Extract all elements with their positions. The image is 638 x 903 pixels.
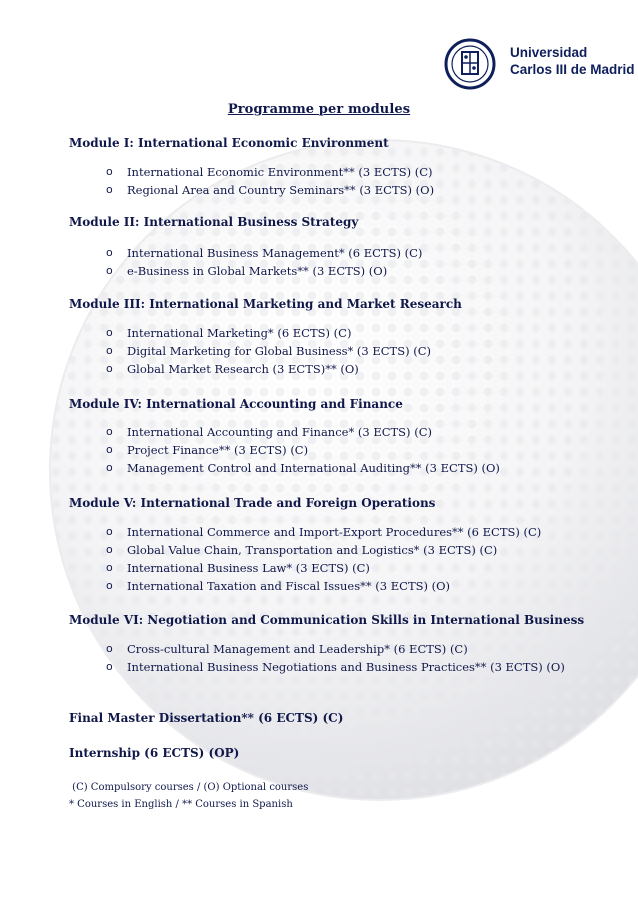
final-dissertation: Final Master Dissertation** (6 ECTS) (C) xyxy=(69,711,344,725)
bullet-icon: o xyxy=(106,443,113,456)
bullet-icon: o xyxy=(106,660,113,673)
logo-line2: Carlos III de Madrid xyxy=(510,62,635,77)
internship: Internship (6 ECTS) (OP) xyxy=(69,746,240,760)
list-item: o Cross-cultural Management and Leadership* (6 ECTS) (C) xyxy=(106,642,468,656)
bullet-icon: o xyxy=(106,561,113,574)
module-6-list xyxy=(106,640,597,676)
module-heading-1: Module I: International Economic Environment xyxy=(69,136,389,150)
list-item: o International Business Negotiations and Business Practices** (3 ECTS) (O) xyxy=(106,660,565,674)
module-3-list xyxy=(106,324,431,378)
legend-line2: * Courses in English / ** Courses in Spanish xyxy=(69,799,293,810)
module-heading-3: Module III: International Marketing and Market Research xyxy=(69,297,462,311)
list-item: o Global Value Chain, Transportation and Logistics* (3 ECTS) (C) xyxy=(106,543,498,557)
list-item: o Global Market Research (3 ECTS)** (O) xyxy=(106,362,359,376)
bullet-icon: o xyxy=(106,362,113,375)
bullet-icon: o xyxy=(106,326,113,339)
list-item: o International Business Management* (6 ECTS) (C) xyxy=(106,246,423,260)
module-5-list xyxy=(106,523,541,595)
logo-line1: Universidad xyxy=(510,45,588,60)
bullet-icon: o xyxy=(106,425,113,438)
bullet-icon: o xyxy=(106,344,113,357)
list-item: o Digital Marketing for Global Business* (3 ECTS) (C) xyxy=(106,344,432,358)
list-item: o International Commerce and Import-Export Procedures** (6 ECTS) (C) xyxy=(106,525,542,539)
legend xyxy=(69,779,308,813)
module-heading-6: Module VI: Negotiation and Communication Skills in International Business xyxy=(69,613,585,627)
university-seal-icon xyxy=(444,38,500,90)
list-item: o e-Business in Global Markets** (3 ECTS) (O) xyxy=(106,264,388,278)
list-item: o Regional Area and Country Seminars** (3 ECTS) (O) xyxy=(106,183,435,197)
list-item: o International Marketing* (6 ECTS) (C) xyxy=(106,326,352,340)
bullet-icon: o xyxy=(106,264,113,277)
module-heading-5: Module V: International Trade and Foreign Operations xyxy=(69,496,436,510)
list-item: o International Taxation and Fiscal Issues** (3 ECTS) (O) xyxy=(106,579,451,593)
bullet-icon: o xyxy=(106,543,113,556)
page-title: Programme per modules xyxy=(227,102,411,117)
list-item: o Project Finance** (3 ECTS) (C) xyxy=(106,443,309,457)
list-item: o International Business Law* (3 ECTS) (C) xyxy=(106,561,370,575)
module-heading-4: Module IV: International Accounting and Finance xyxy=(69,397,403,411)
module-1-list xyxy=(106,163,434,199)
university-logo xyxy=(444,38,635,88)
bullet-icon: o xyxy=(106,461,113,474)
bullet-icon: o xyxy=(106,642,113,655)
module-2-list xyxy=(106,244,422,280)
list-item: o Management Control and International Auditing** (3 ECTS) (O) xyxy=(106,461,500,475)
bullet-icon: o xyxy=(106,246,113,259)
bullet-icon: o xyxy=(106,183,113,196)
legend-line1: (C) Compulsory courses / (O) Optional courses xyxy=(69,782,309,793)
module-heading-2: Module II: International Business Strategy xyxy=(69,215,359,229)
bullet-icon: o xyxy=(106,525,113,538)
list-item: o International Economic Environment** (3 ECTS) (C) xyxy=(106,165,433,179)
bullet-icon: o xyxy=(106,579,113,592)
bullet-icon: o xyxy=(106,165,113,178)
list-item: o International Accounting and Finance* (3 ECTS) (C) xyxy=(106,425,432,439)
module-4-list xyxy=(106,423,500,477)
